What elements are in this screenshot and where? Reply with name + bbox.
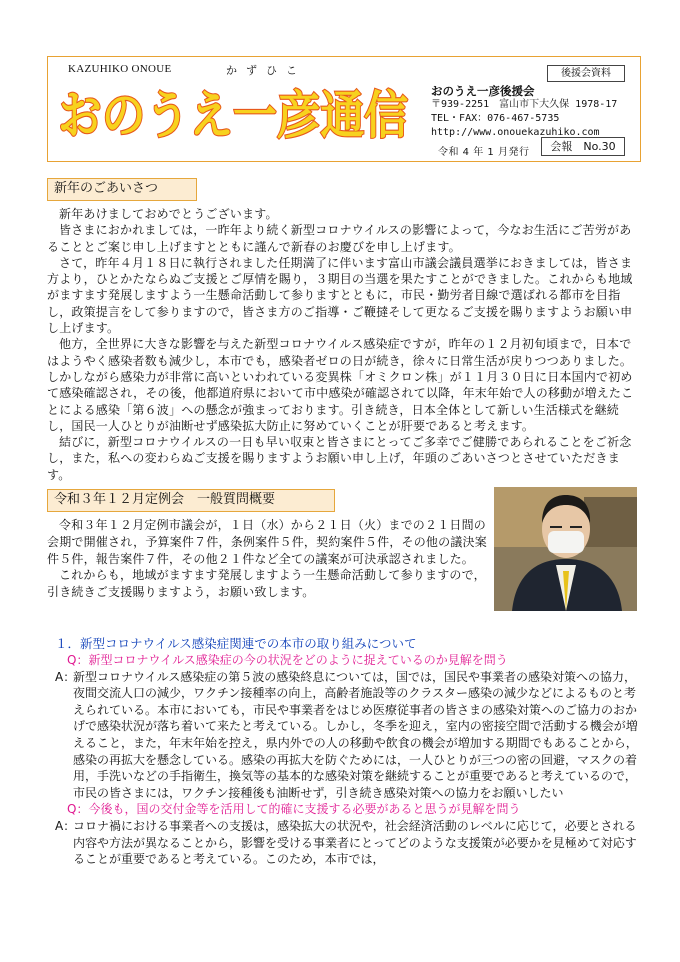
answer bbox=[55, 818, 641, 868]
newsletter-logo bbox=[56, 79, 416, 147]
session-body bbox=[47, 517, 487, 601]
section-heading-session: 令和３年１２月定例会 一般質問概要 bbox=[47, 489, 335, 512]
portrait-photo bbox=[494, 487, 637, 611]
qa-block bbox=[55, 652, 641, 868]
answer-mark: A： bbox=[55, 669, 76, 684]
newyear-paragraph: 新年あけましておめでとうございます。 bbox=[59, 207, 278, 221]
association-name: おのうえ一彦後援会 bbox=[431, 84, 535, 98]
masthead bbox=[47, 56, 641, 162]
question: Q：今後も，国の交付金等を活用して的確に支援する必要があると思うが見解を問う bbox=[67, 802, 521, 817]
answer-text: コロナ禍における事業者への支援は，感染拡大の状況や，社会経済活動のレベルに応じて，必要とされる内容や方法が異なることから，影響を受ける事業者にとってどのような支援策が必要かを見極めて対応することが重要であると考えている。このため，本市では， bbox=[73, 818, 637, 867]
association-url: http://www.onouekazuhiko.com bbox=[431, 127, 600, 138]
newyear-body bbox=[47, 206, 641, 483]
photo-portrait-icon bbox=[494, 487, 637, 611]
association-info bbox=[431, 84, 617, 140]
session-paragraph: これからも，地域がますます発展しますよう一生懸命活動して参りますので，引き続きご支援賜りますよう，お願い致します。 bbox=[47, 568, 486, 600]
supporters-material-badge: 後援会資料 bbox=[547, 65, 625, 82]
answer bbox=[55, 669, 641, 802]
topic-title: １．新型コロナウイルス感染症関連での本市の取り組みについて bbox=[55, 636, 417, 651]
issue-date: 令和 4 年 1 月発行 bbox=[438, 147, 530, 158]
newsletter-title: おのうえ一彦通信 bbox=[58, 87, 408, 146]
answer-text: 新型コロナウイルス感染症の第５波の感染終息については，国では，国民や事業者の感染対策への協力，夜間交流人口の減少，ワクチン接種率の向上，高齢者施設等のクラスター感染の減少などによるものと考えられている。本市においても，市民や事業者をはじめ医療従事者の皆さまの感染対策へのご協力のおかげで感染状況が落ち着いて来たと考えている。しかし，冬季を迎え，室内の密接空間で活動する機会が増えること，また，年末年始を控え，県内外での人の移動や飲食の機会が増加する期間でもあることから，感染の再拡大を懸念している。感染の再拡大を防ぐためには，一人ひとりが三つの密の回避，マスクの着用，手洗いなどの手指衛生，換気等の基本的な感染対策を継続することが重要であると考えているので，市民の皆さまには，ワクチン接種後も油断せず，引き続き感染対策への協力をお願いしたい bbox=[73, 669, 638, 800]
newyear-paragraph: 結びに，新型コロナウイルスの一日も早い収束と皆さまにとってご多幸でご健勝であられることをご祈念し，また，私への変わらぬご支援を賜りますようお願い申し上げ，年頭のごあいさつとさせていただきます。 bbox=[47, 435, 632, 482]
issue-number: 会報 No.30 bbox=[541, 137, 625, 156]
newyear-paragraph: 皆さまにおかれましては，一昨年より続く新型コロナウイルスの影響によって，今なお生活にご苦労があることとご案じ申し上げますとともに謹んで新春のお慶びを申し上げます。 bbox=[47, 223, 632, 254]
newyear-paragraph: 他方，全世界に大きな影響を与えた新型コロナウイルス感染症ですが，昨年の１２月初旬頃まで，日本ではようやく感染者数も減少し，本市でも，感染者ゼロの日が続き，徐々に日常生活が戻りつつありました。しかしながら感染力が非常に高いといわれている変異株「オミクロン株」が１１月３０日に日本国内で初めて感染確認され，その後，他都道府県において市中感染が確認されて以降，年末年始で人の移動が増えたことによる感染「第６波」への懸念が強まっております。引き続き，日本全体として新しい生活様式を継続し，国民一人ひとりが油断せず感染拡大防止に努めていくことが肝要であると考えます。 bbox=[47, 337, 634, 433]
section-heading-newyear: 新年のごあいさつ bbox=[47, 178, 197, 201]
association-tel: TEL・FAX：076-467-5735 bbox=[431, 113, 560, 124]
question: Q：新型コロナウイルス感染症の今の状況をどのように捉えているのか見解を問う bbox=[67, 653, 508, 667]
kana-name: かずひこ bbox=[226, 64, 306, 77]
answer-mark: A： bbox=[55, 818, 76, 833]
session-paragraph: 令和３年１２月定例市議会が，１日（水）から２１日（火）までの２１日間の会期で開催され，予算案件７件，条例案件５件，契約案件５件，その他の議決案件５件，報告案件７件，その他２１件など全ての議案が可決承認されました。 bbox=[47, 518, 487, 566]
association-address: 〒939-2251 富山市下大久保 1978-17 bbox=[431, 99, 618, 110]
newyear-paragraph: さて，昨年４月１８日に執行されました任期満了に伴います富山市議会議員選挙におきましては，皆さま方より，ひとかたならぬご支援とご厚情を賜り，３期目の当選を果たすことができました。これからも地域がますます発展しますよう一生懸命活動して参りますとともに，市民・勤労者目線で選ばれる都市を目指し，政策提言をして参りますので，皆さま方のご指導・ご鞭撻そして更なるご支援を賜りますようお願い申し上げます。 bbox=[47, 255, 633, 336]
romaji-name: KAZUHIKO ONOUE bbox=[68, 63, 172, 75]
